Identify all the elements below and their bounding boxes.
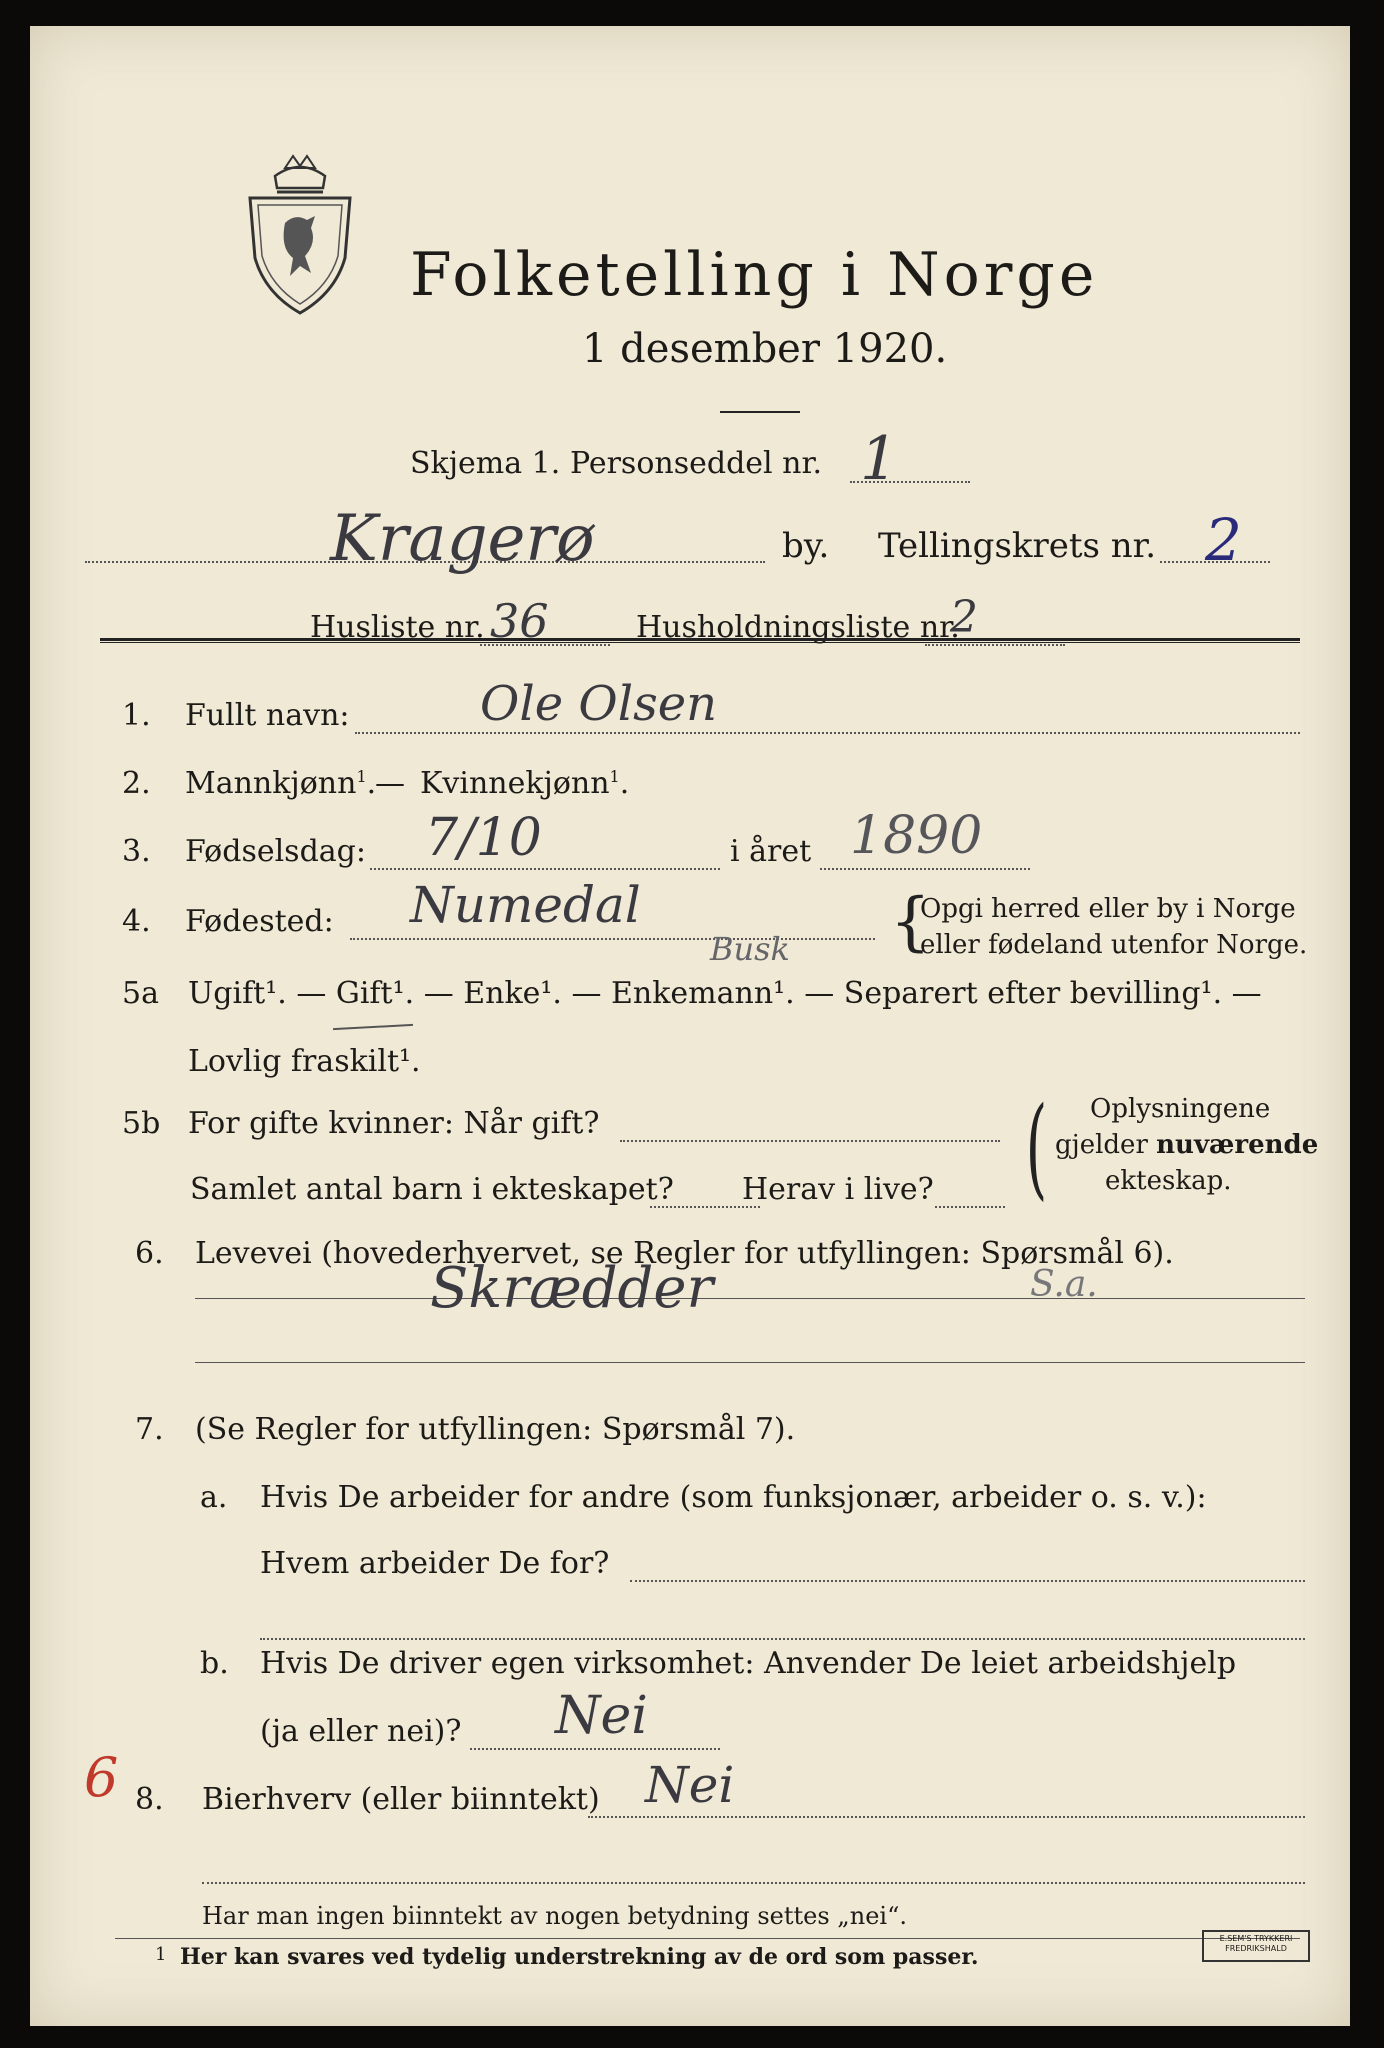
q3-aaret-label: i året (730, 834, 812, 869)
skjema-label: Skjema 1. (410, 446, 561, 481)
q2-dash: — (375, 766, 405, 801)
by-label: by. (782, 526, 830, 566)
q3-day-value[interactable]: 7/10 (425, 808, 542, 868)
personseddel-value[interactable]: 1 (860, 424, 899, 494)
q7b-question: Hvis De driver egen virksomhet: Anvender De leiet arbeidshjelp (260, 1646, 1237, 1681)
footer-divider (115, 1938, 1300, 1939)
q2-kvinne[interactable]: Kvinnekjønn$^1$. (420, 766, 630, 801)
q8-label: Bierhverv (eller biinntekt) (202, 1782, 600, 1817)
q3-year-value[interactable]: 1890 (850, 806, 983, 866)
title-divider (720, 411, 800, 413)
printer-line2: FREDRIKSHALD (1225, 1944, 1287, 1953)
census-date: 1 desember 1920. (582, 326, 948, 372)
q3-number: 3. (122, 834, 151, 869)
q7-number: 7. (135, 1412, 164, 1447)
q7a-hvem-label: Hvem arbeider De for? (260, 1546, 610, 1581)
gift-underline (333, 1024, 413, 1030)
q1-line (355, 732, 1300, 734)
footer-note: Har man ingen biinntekt av nogen betydning settes „nei“. (202, 1902, 907, 1930)
q5b-note-line2 (1055, 1130, 1318, 1160)
tellingskrets-value[interactable]: 2 (1205, 506, 1242, 574)
q2-mann[interactable]: Mannkjønn$^1$. (185, 766, 377, 801)
q6-value[interactable]: Skrædder (430, 1256, 714, 1321)
q6-number: 6. (135, 1236, 164, 1271)
q5b-i-live-label: Herav i live? (742, 1172, 934, 1207)
husholdningsliste-line (925, 644, 1065, 646)
q5b-barn-label: Samlet antal barn i ekteskapet? (190, 1172, 674, 1207)
q5b-note-line1: Oplysningene (1090, 1094, 1271, 1124)
q6-code: S.a. (1030, 1264, 1098, 1305)
q7b-value[interactable]: Nei (555, 1686, 648, 1746)
q5b-naar-gift-label: For gifte kvinner: Når gift? (188, 1106, 600, 1141)
q3-day-line (370, 868, 720, 870)
q4-note-line2: eller fødeland utenfor Norge. (920, 930, 1308, 960)
tellingskrets-label: Tellingskrets nr. (878, 526, 1157, 566)
husholdningsliste-value[interactable]: 2 (950, 592, 978, 643)
husholdningsliste-label: Husholdningsliste nr. (636, 610, 960, 645)
q5a-options[interactable]: Ugift¹. — Gift¹. — Enke¹. — Enkemann¹. — Separert efter bevilling¹. — (188, 976, 1262, 1011)
header-bottom-divider (100, 642, 1300, 643)
q6-label: Levevei (hovederhvervet, se Regler for utfyllingen: Spørsmål 6). (195, 1236, 1174, 1271)
q7b-ja-nei-label: (ja eller nei)? (260, 1714, 462, 1749)
q5b-note-gjelder: gjelder (1055, 1130, 1157, 1160)
header-divider (100, 638, 1300, 641)
form-title: Folketelling i Norge (410, 240, 1099, 310)
q2-kvinne-label: Kvinnekjønn (420, 766, 610, 801)
q2-number: 2. (122, 766, 151, 801)
q7-label: (Se Regler for utfyllingen: Spørsmål 7). (195, 1412, 796, 1447)
q4-value-extra[interactable]: Busk (710, 930, 790, 968)
q7a-question: Hvis De arbeider for andre (som funksjonær, arbeider o. s. v.): (260, 1480, 1207, 1515)
q3-year-line (820, 868, 1030, 870)
q1-label: Fullt navn: (185, 698, 350, 733)
q7a-hvem-line (630, 1580, 1305, 1582)
q5b-note-line3: ekteskap. (1105, 1166, 1232, 1196)
q5b-naar-gift-line (620, 1140, 1000, 1142)
q8-number: 8. (135, 1782, 164, 1817)
q4-label: Fødested: (185, 904, 334, 939)
q2-mann-label: Mannkjønn (185, 766, 357, 801)
q3-label: Fødselsdag: (185, 834, 366, 869)
printer-line1: E.SEM'S TRYKKERI (1219, 1934, 1293, 1943)
q7a-extra-line (260, 1638, 1305, 1640)
q5a-options-line2[interactable]: Lovlig fraskilt¹. (188, 1044, 421, 1079)
q5b-note-nuvaerende: nuværende (1156, 1130, 1319, 1160)
q5b-note-brace: ( (1025, 1083, 1048, 1211)
q7b-line (470, 1748, 720, 1750)
q4-note-brace: { (890, 885, 931, 959)
norway-coat-of-arms-icon (245, 148, 355, 322)
q4-note-line1: Opgi herred eller by i Norge (920, 894, 1296, 924)
q7a-letter: a. (200, 1480, 228, 1515)
q5b-i-live-line (935, 1206, 1005, 1208)
q8-extra-line (202, 1882, 1305, 1884)
q8-value[interactable]: Nei (645, 1756, 735, 1814)
q8-red-mark: 6 (84, 1746, 119, 1809)
q4-line (350, 938, 875, 940)
city-value[interactable]: Kragerø (330, 502, 595, 576)
q4-value[interactable]: Numedal (410, 876, 641, 934)
q6-line-1 (195, 1298, 1305, 1299)
q1-number: 1. (122, 698, 151, 733)
husliste-value[interactable]: 36 (490, 594, 549, 648)
footnote-number: 1 (155, 1944, 167, 1965)
q1-value[interactable]: Ole Olsen (480, 676, 718, 732)
q4-number: 4. (122, 904, 151, 939)
printer-stamp (1202, 1930, 1310, 1962)
footnote-text: Her kan svares ved tydelig understrekning av de ord som passer. (180, 1944, 979, 1970)
q5a-number: 5a (122, 976, 159, 1011)
q6-line-2 (195, 1362, 1305, 1363)
q8-line (588, 1816, 1305, 1818)
q7b-letter: b. (200, 1646, 229, 1681)
husliste-label: Husliste nr. (310, 610, 485, 645)
q5b-number: 5b (122, 1106, 161, 1141)
census-form (30, 26, 1350, 2026)
personseddel-label: Personseddel nr. (570, 446, 823, 481)
